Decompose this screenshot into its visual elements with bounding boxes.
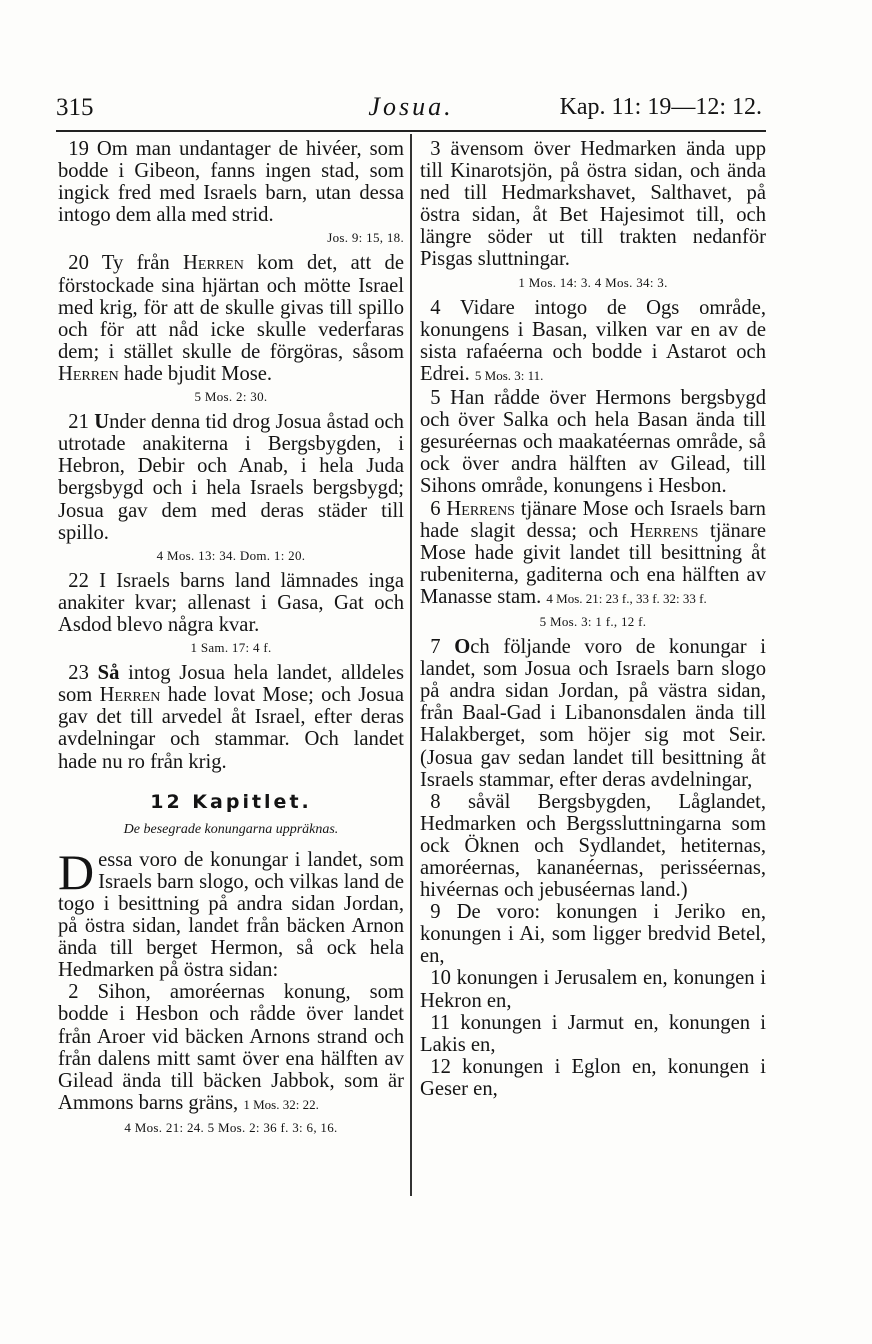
verse-6: 6 Herrens tjänare Mose och Israels barn hade slagit dessa; och Herrens tjänare Mose hade givit landet till besittning åt rubeniterna, gaditerna och ena hälften av Manasse stam. 4 Mos. 21: 23 f., 33 f. 32: 33 f. <box>420 497 766 608</box>
verse-2: 2 Sihon, amoréernas konung, som bodde i Hesbon och rådde över landet från Aroer vid bäcken Arnons strand och från dalens mitt samt över ena hälften av Gilead ända till bäcken Jabbok, som är Ammons barns gräns, 1 Mos. 32: 22. <box>58 981 404 1114</box>
verse-4: 4 Vidare intogo de Ogs område, konungens i Basan, vilken var en av de sista rafaéerna och bodde i Astarot och Edrei. 5 Mos. 3: 11. <box>420 296 766 385</box>
page-header <box>56 92 766 126</box>
verse-22: 22 I Israels barns land lämnades inga anakiter kvar; allenast i Gasa, Gat och Asdod blevo några kvar. <box>58 569 404 636</box>
verse-11: 11 konungen i Jarmut en, konungen i Lakis en, <box>420 1011 766 1056</box>
book-title: Josua. <box>368 92 454 121</box>
verse-6-ref: 5 Mos. 3: 1 f., 12 f. <box>539 613 647 629</box>
verse-5: 5 Han rådde över Hermons bergsbygd och över Salka och hela Basan ända till gesuréernas och maakatéernas område, så ock över andra hälften av Gilead, till Sihons område, konungens i Hesbon. <box>420 387 766 498</box>
chapter-subtitle: De besegrade konungarna uppräknas. <box>123 821 339 837</box>
verse-10: 10 konungen i Jerusalem en, konungen i Hekron en, <box>420 967 766 1012</box>
column-divider <box>410 134 412 1196</box>
verse-19: 19 Om man undantager de hivéer, som bodde i Gibeon, fanns ingen stad, som ingick fred med Israels barn, utan dessa intogo dem alla med strid. <box>58 138 404 227</box>
verse-1: Dessa voro de konungar i landet, som Israels barn slogo, och vilkas land de togo i besittning på andra sidan Jordan, på östra sidan, landet från bäcken Arnon ända till berget Hermon, så ock hela Hedmarken på östra sidan: <box>58 843 404 982</box>
header-rule <box>56 130 766 132</box>
verse-7: 7 Och följande voro de konungar i landet, som Josua och Israels barn slogo på andra sidan Jordan, på västra sidan, från Baal-Gad i Libanonsdalen ända till Halakberget, som höjer sig mot Seir. (Josua gav sedan landet till besittning åt Israels stammar, efter deras avdelningar, <box>420 636 767 791</box>
verse-9: 9 De voro: konungen i Jeriko en, konungen i Ai, som ligger bredvid Betel, en, <box>420 901 766 968</box>
verse-8: 8 såväl Bergsbygden, Låglandet, Hedmarken och Bergssluttningarna som ock Öknen och Sydlandet, hetiternas, amoréernas, kananéernas, perisséernas, hivéernas och jebuséernas land.) <box>420 790 766 902</box>
verse-21: 21 Under denna tid drog Josua åstad och utrotade anakiterna i Bergsbygden, i Hebron, Debir och Anab, i hela Juda bergsbygd och i hela Israels bergsbygd; Josua gav dem med deras städer till spillo. <box>58 411 404 544</box>
verse-22-ref: 1 Sam. 17: 4 f. <box>190 640 272 656</box>
right-column <box>420 138 766 1100</box>
page-number: 315 <box>56 94 94 121</box>
verse-21-ref: 4 Mos. 13: 34. Dom. 1: 20. <box>156 547 306 563</box>
left-column <box>58 138 404 1142</box>
verse-2-ref: 4 Mos. 21: 24. 5 Mos. 2: 36 f. 3: 6, 16. <box>124 1119 338 1135</box>
verse-23: 23 Så intog Josua hela landet, alldeles som Herren hade lovat Mose; och Josua gav det till arvedel åt Israel, efter deras avdelningar och stammar. Och landet hade nu ro från krig. <box>58 662 404 773</box>
verse-3-ref: 1 Mos. 14: 3. 4 Mos. 34: 3. <box>518 274 668 290</box>
verse-19-ref: Jos. 9: 15, 18. <box>327 230 404 246</box>
verse-3: 3 ävensom över Hedmarken ända upp till Kinarotsjön, på östra sidan, och ända ned till Hedmarkshavet, Salthavet, på östra sidan, åt Bet Hajesimot till, och längre söder ut till trakten nedanför Pisgas sluttningar. <box>420 138 766 271</box>
verse-20: 20 Ty från Herren kom det, att de förstockade sina hjärtan och mötte Israel med krig, för att de skulle givas till spillo och för att nåd icke skulle vederfaras dem; i stället skulle de förgöras, såsom Herren hade bjudit Mose. <box>58 252 404 385</box>
verse-12: 12 konungen i Eglon en, konungen i Geser en, <box>420 1055 766 1100</box>
drop-cap: D <box>58 843 95 900</box>
chapter-heading: 12 Kapitlet. <box>150 790 312 813</box>
verse-20-ref: 5 Mos. 2: 30. <box>194 389 268 405</box>
chapter-reference: Kap. 11: 19—12: 12. <box>559 94 762 120</box>
